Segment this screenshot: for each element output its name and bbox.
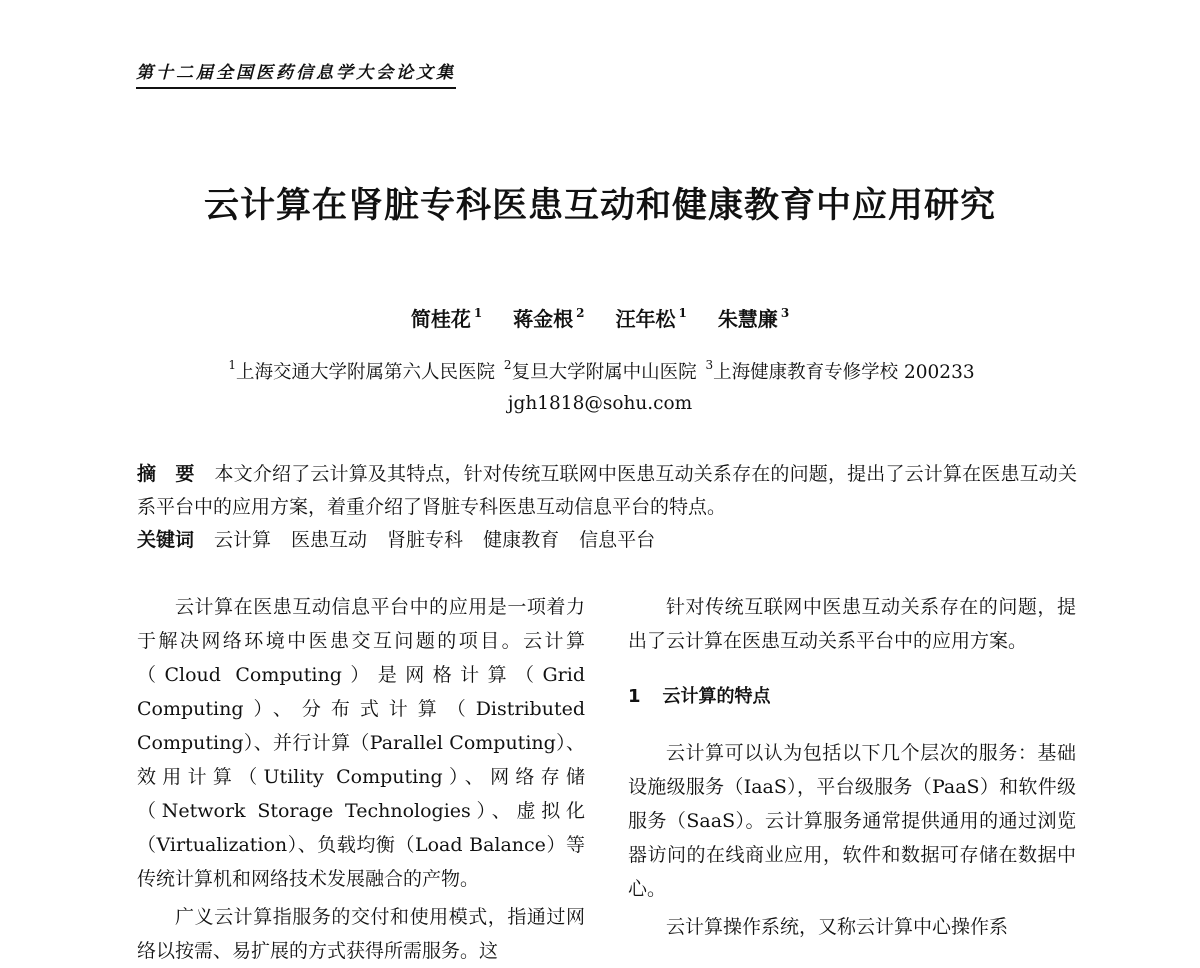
author	[718, 307, 789, 331]
author-sup: 1	[678, 306, 687, 320]
section-title: 云计算的特点	[662, 686, 771, 707]
keyword: 云计算	[214, 529, 272, 551]
body-paragraph: 云计算可以认为包括以下几个层次的服务：基础设施级服务（IaaS），平台级服务（PaaS）和软件级服务（SaaS）。云计算服务通常提供通用的通过浏览器访问的在线商业应用，软件和数据可存储在数据中心。	[628, 742, 1076, 900]
keyword: 健康教育	[483, 529, 560, 551]
affiliation: 复旦大学附属中山医院	[511, 362, 697, 383]
author-email: jgh1818@sohu.com	[507, 393, 693, 414]
affil-sup: 2	[503, 358, 512, 372]
author-name: 朱慧廉	[717, 307, 778, 331]
keywords	[137, 524, 1077, 557]
affiliation: 上海交通大学附属第六人民医院	[236, 362, 496, 383]
body-paragraph: 针对传统互联网中医患互动关系存在的问题，提出了云计算在医患互动关系平台中的应用方案。	[628, 596, 1076, 652]
affiliation: 上海健康教育专修学校 200233	[713, 362, 975, 383]
abstract	[137, 458, 1077, 524]
paper-title: 云计算在肾脏专科医患互动和健康教育中应用研究	[203, 185, 996, 226]
author	[411, 307, 482, 331]
author-sup: 3	[780, 306, 790, 320]
author	[615, 307, 686, 331]
body-paragraph: 云计算操作系统，又称云计算中心操作系	[666, 916, 1009, 938]
keyword: 肾脏专科	[387, 529, 464, 551]
section-number: 1	[628, 686, 641, 707]
body-paragraph: 云计算在医患互动信息平台中的应用是一项着力于解决网络环境中医患交互问题的项目。云计算（Cloud Computing）是网格计算（Grid Computing）、分布式计算（Distributed Computing）、并行计算（Parallel Computing）、效用计算（Utility Computing）、网络存储（Network Storage Technologies）、虚拟化（Virtualization）、负载均衡（Load Balance）等传统计算机和网络技术发展融合的产物。	[137, 596, 585, 890]
keyword: 信息平台	[579, 529, 656, 551]
body-paragraph: 广义云计算指服务的交付和使用模式，指通过网络以按需、易扩展的方式获得所需服务。这	[137, 906, 585, 962]
body-left-column	[137, 590, 585, 968]
author-name: 蒋金根	[513, 307, 574, 331]
author-name: 汪年松	[615, 307, 676, 331]
keywords-label: 关键词	[137, 529, 195, 551]
abstract-text: 本文介绍了云计算及其特点，针对传统互联网中医患互动关系存在的问题，提出了云计算在医患互动关系平台中的应用方案，着重介绍了肾脏专科医患互动信息平台的特点。	[137, 463, 1077, 518]
author-list	[0, 303, 1200, 332]
affil-sup: 3	[705, 358, 714, 372]
abstract-label: 摘 要	[137, 463, 195, 485]
author-name: 简桂花	[410, 307, 471, 331]
affiliations	[0, 358, 1200, 384]
keyword: 医患互动	[291, 529, 368, 551]
author-sup: 2	[576, 306, 585, 320]
body-right-column	[628, 590, 1076, 944]
author-sup: 1	[473, 306, 483, 320]
author	[513, 307, 584, 331]
section-heading	[628, 680, 1076, 714]
affil-sup: 1	[228, 358, 237, 372]
proceedings-header: 第十二届全国医药信息学大会论文集	[136, 58, 456, 89]
